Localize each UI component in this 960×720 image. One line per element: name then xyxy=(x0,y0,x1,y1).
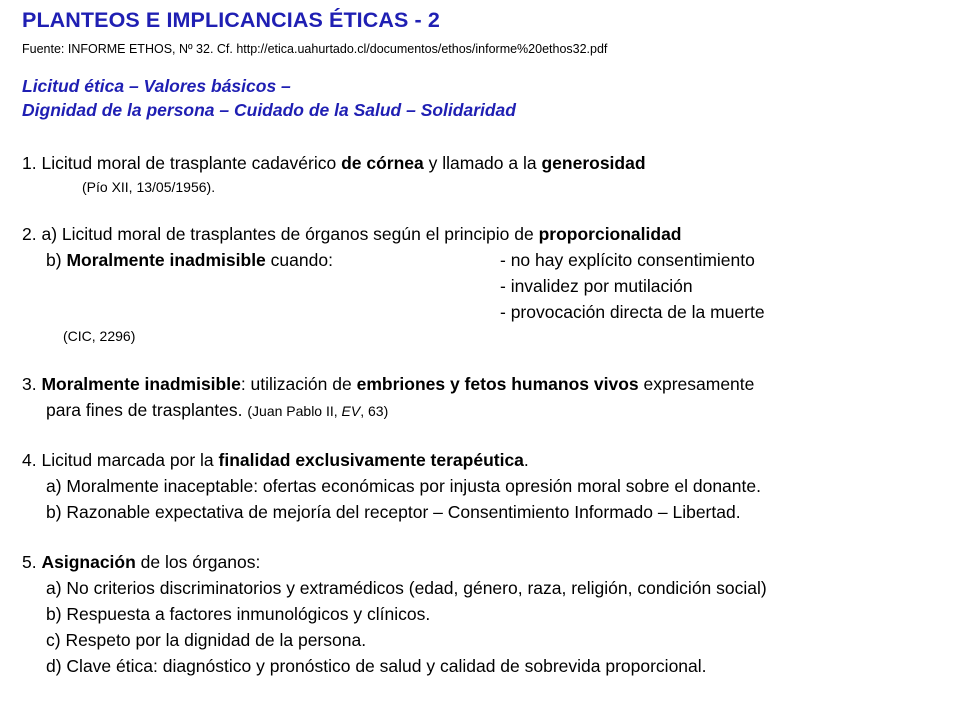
item-5-line xyxy=(22,554,260,572)
item-3-line-1 xyxy=(22,376,754,394)
item-4-a: a) Moralmente inaceptable: ofertas económicas por injusta opresión moral sobre el donante. xyxy=(46,476,761,496)
item-4-b: b) Razonable expectativa de mejoría del receptor – Consentimiento Informado – Libertad. xyxy=(46,502,741,522)
item-2-b-line xyxy=(46,252,333,270)
item-3-line-2-text: para fines de trasplantes. xyxy=(46,400,248,420)
item-2-b-prefix: b) xyxy=(46,250,67,270)
item-2-b-bold: Moralmente inadmisible xyxy=(66,250,266,270)
page-title: PLANTEOS E IMPLICANCIAS ÉTICAS - 2 xyxy=(22,8,440,32)
item-3-line-2 xyxy=(46,402,388,420)
item-2-condition: - invalidez por mutilación xyxy=(500,276,693,296)
subtitle-line-1: Licitud ética – Valores básicos – xyxy=(22,76,291,96)
item-3-text-1: : utilización de xyxy=(240,374,357,394)
item-1-line xyxy=(22,155,646,173)
item-2-condition: - provocación directa de la muerte xyxy=(500,302,765,322)
item-5-b: b) Respuesta a factores inmunológicos y clínicos. xyxy=(46,604,431,624)
item-2-condition: - no hay explícito consentimiento xyxy=(500,250,755,270)
item-2-a-line xyxy=(22,226,682,244)
item-5-d: d) Clave ética: diagnóstico y pronóstico de salud y calidad de sobrevida proporcional. xyxy=(46,656,707,676)
item-3-ref-a: (Juan Pablo II, xyxy=(247,403,342,419)
item-3-reference xyxy=(247,403,388,419)
item-1-text-a: Licitud moral de trasplante cadavérico xyxy=(41,153,342,173)
item-2-a-text: a) Licitud moral de trasplantes de órganos según el principio de xyxy=(41,224,539,244)
item-5-number: 5. xyxy=(22,552,42,572)
item-4-end: . xyxy=(523,450,529,470)
item-3-ref-c: , 63) xyxy=(360,403,389,419)
item-3-bold-1: Moralmente inadmisible xyxy=(41,374,241,394)
item-1-bold-d: generosidad xyxy=(541,153,646,173)
item-2-reference: (CIC, 2296) xyxy=(63,328,136,344)
item-2-b-text: cuando: xyxy=(265,250,333,270)
item-4-bold: finalidad exclusivamente terapéutica xyxy=(218,450,524,470)
item-1-bold-b: de córnea xyxy=(341,153,424,173)
item-3-number: 3. xyxy=(22,374,42,394)
item-3-ref-b: EV xyxy=(341,403,361,419)
item-4-line xyxy=(22,452,529,470)
item-1-reference: (Pío XII, 13/05/1956). xyxy=(82,179,216,195)
item-5-text: de los órganos: xyxy=(135,552,261,572)
item-3-bold-2: embriones y fetos humanos vivos xyxy=(356,374,639,394)
item-5-a: a) No criterios discriminatorios y extramédicos (edad, género, raza, religión, condición social) xyxy=(46,578,767,598)
item-2-number: 2. xyxy=(22,224,42,244)
item-3-text-2: expresamente xyxy=(638,374,755,394)
subtitle-line-2: Dignidad de la persona – Cuidado de la Salud – Solidaridad xyxy=(22,100,516,120)
item-2-a-bold: proporcionalidad xyxy=(538,224,682,244)
item-1-text-c: y llamado a la xyxy=(423,153,542,173)
item-4-number: 4. xyxy=(22,450,42,470)
item-5-c: c) Respeto por la dignidad de la persona. xyxy=(46,630,367,650)
item-5-bold: Asignación xyxy=(41,552,136,572)
source-citation: Fuente: INFORME ETHOS, Nº 32. Cf. http://etica.uahurtado.cl/documentos/ethos/informe%20ethos32.pdf xyxy=(22,42,608,56)
item-4-text: Licitud marcada por la xyxy=(41,450,219,470)
item-1-number: 1. xyxy=(22,153,42,173)
